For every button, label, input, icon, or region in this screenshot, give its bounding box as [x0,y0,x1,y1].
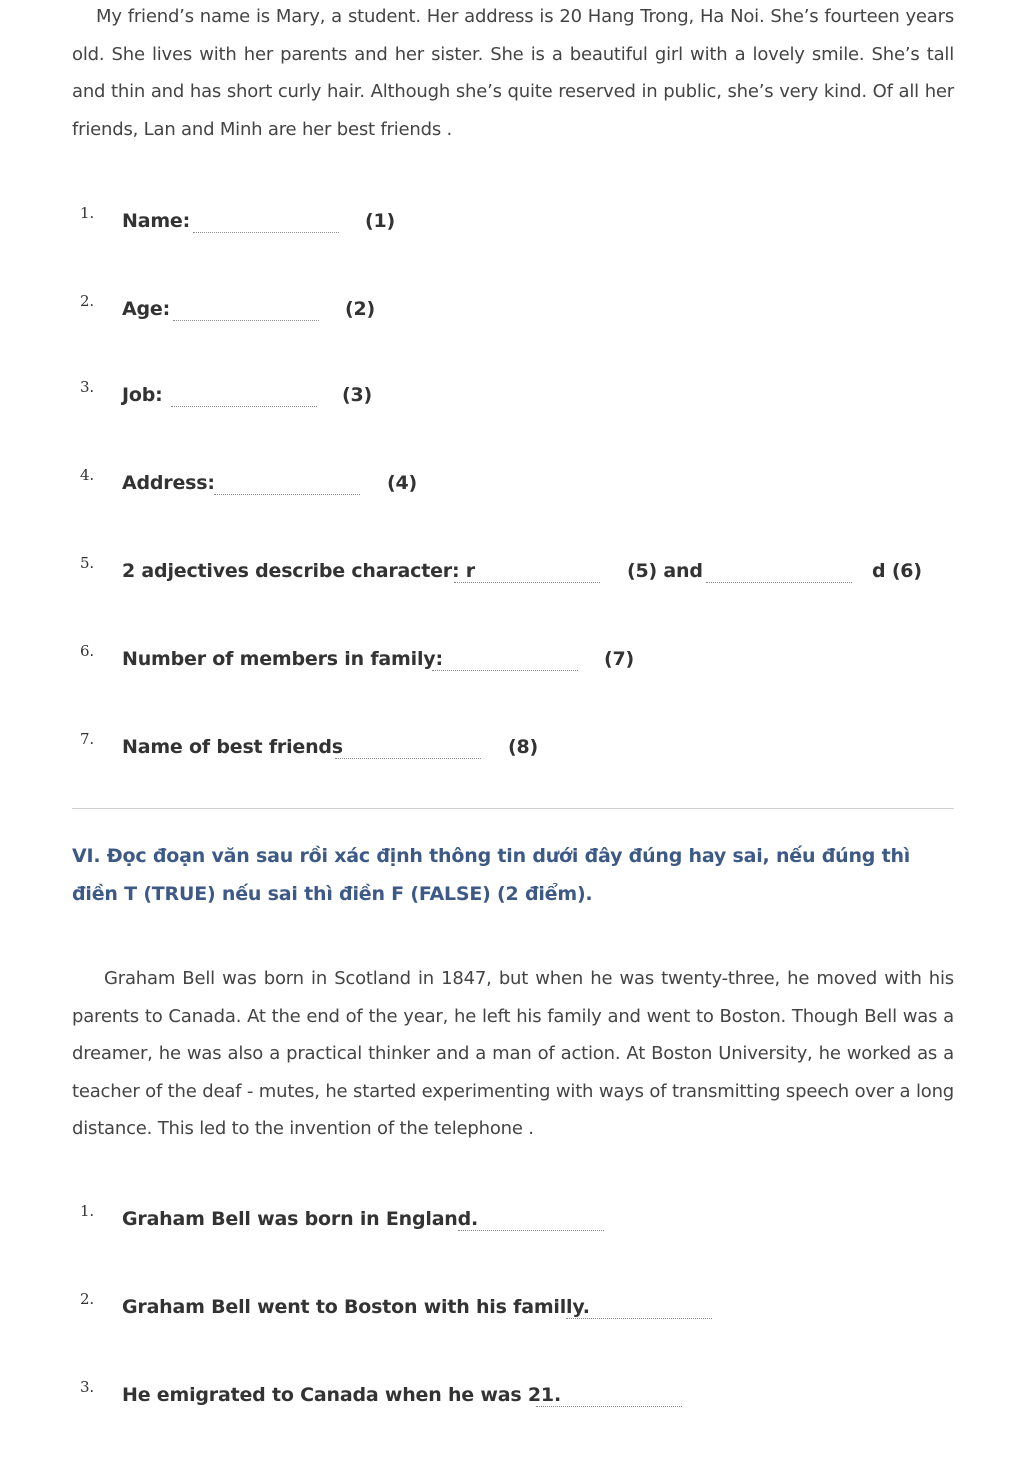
question-number: 6. [80,642,94,660]
question-label: Name: [122,210,191,232]
question-age [72,292,472,328]
question-number: 7. [80,730,94,748]
statement-number: 2. [80,1290,94,1308]
question-name [72,204,472,240]
answer-blank-3[interactable] [171,406,317,407]
statement-text: Graham Bell was born in England. [122,1208,479,1230]
question-family-members [72,642,772,678]
reading-passage-graham-bell: Graham Bell was born in Scotland in 1847, but when he was twenty-three, he moved with his parents to Canada. At the end of the year, he left his family and went to Boston. Though Bell was a dreamer, he was also a practical thinker and a man of action. At Boston University, he worked as a teacher of the deaf - mutes, he started experimenting with ways of transmitting speech over a long distance. This led to the invention of the telephone . [72,968,954,1139]
answer-blank-5[interactable] [454,582,600,583]
blank-tag: (4) [387,472,417,494]
answer-blank-8[interactable] [335,758,481,759]
statement-number: 1. [80,1202,94,1220]
question-label: Address: [122,472,215,494]
statement-text: Graham Bell went to Boston with his familly. [122,1296,590,1318]
blank-tag: (5) and [627,560,703,582]
blank-tag: (2) [345,298,375,320]
answer-blank-1[interactable] [193,232,339,233]
blank-tag-second: d (6) [872,560,922,582]
question-label: Age: [122,298,170,320]
blank-tag: (1) [365,210,395,232]
answer-blank-7[interactable] [432,670,578,671]
statement-1 [72,1202,672,1238]
question-address [72,466,472,502]
question-label: Number of members in family: [122,648,443,670]
question-job [72,378,472,414]
question-adjectives [72,554,954,590]
statement-2 [72,1290,772,1326]
statement-3 [72,1378,772,1414]
blank-tag: (8) [508,736,538,758]
true-false-blank-2[interactable] [566,1318,712,1319]
question-label: Job: [122,384,163,406]
answer-blank-6[interactable] [706,582,852,583]
question-number: 1. [80,204,94,222]
section-divider [72,808,954,809]
section-vi-heading: VI. Đọc đoạn văn sau rồi xác định thông tin dưới đây đúng hay sai, nếu đúng thì điền T (TRUE) nếu sai thì điền F (FALSE) (2 điểm). [72,845,911,905]
question-best-friends [72,730,672,766]
blank-tag: (7) [604,648,634,670]
question-number: 2. [80,292,94,310]
statement-number: 3. [80,1378,94,1396]
true-false-blank-1[interactable] [458,1230,604,1231]
question-label: Name of best friends [122,736,343,758]
answer-blank-4[interactable] [214,494,360,495]
true-false-blank-3[interactable] [536,1406,682,1407]
blank-tag: (3) [342,384,372,406]
answer-blank-2[interactable] [173,320,319,321]
statement-text: He emigrated to Canada when he was 21. [122,1384,561,1406]
question-number: 5. [80,554,94,572]
question-number: 4. [80,466,94,484]
question-number: 3. [80,378,94,396]
reading-passage-mary: My friend’s name is Mary, a student. Her address is 20 Hang Trong, Ha Noi. She’s fourteen years old. She lives with her parents and her sister. She is a beautiful girl with a lovely smile. She’s tall and thin and has short curly hair. Although she’s quite reserved in public, she’s very kind. Of all her friends, Lan and Minh are her best friends . [72,6,954,140]
question-label: 2 adjectives describe character: r [122,560,475,582]
